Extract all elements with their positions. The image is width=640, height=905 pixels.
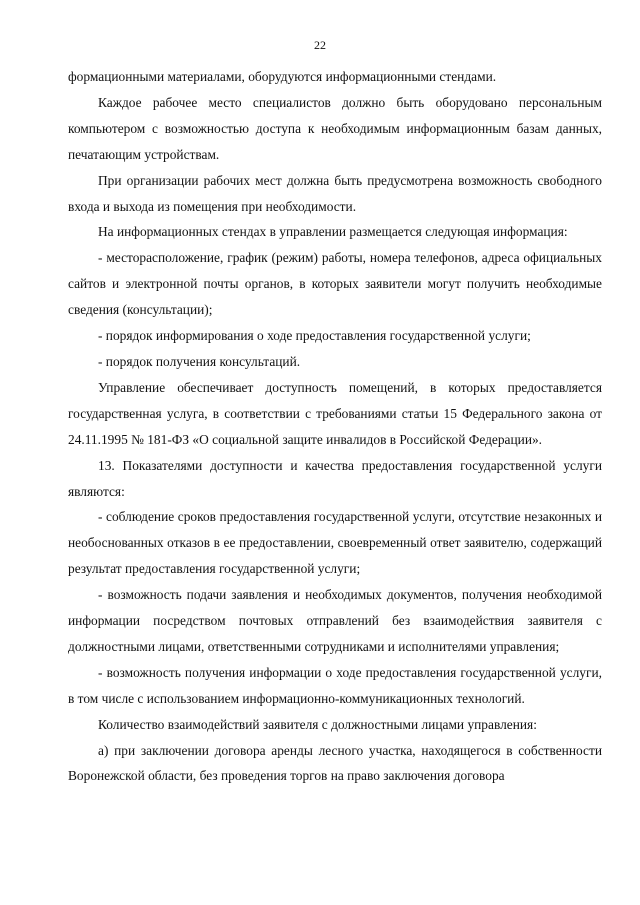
list-item-informing-procedure: - порядок информирования о ходе предоставления государственной услуги;: [98, 328, 531, 344]
paragraph-accessibility: Управление обеспечивает доступность помещений, в которых предоставляется государственная услуга, в соответствии с требованиями статьи 15 Федерального закона от 24.11.1995 № 181-ФЗ «О социальной защите инвалидов в Российской Федерации».: [68, 379, 602, 447]
document-body: [68, 64, 602, 789]
list-item-location-schedule: - месторасположение, график (режим) работы, номера телефонов, адреса официальных сайтов и электронной почты органов, в которых заявители могут получить необходимые сведения (консультации);: [68, 250, 602, 318]
list-item-deadlines: - соблюдение сроков предоставления государственной услуги, отсутствие незаконных и необоснованных отказов в ее предоставлении, своевременный ответ заявителю, содержащий результат предоставления государственной услуги;: [68, 509, 602, 577]
paragraph-workplace-equipment: Каждое рабочее место специалистов должно быть оборудовано персональным компьютером с возможностью доступа к необходимым информационным базам данных, печатающим устройствам.: [68, 94, 602, 162]
page-number: 22: [314, 38, 326, 52]
paragraph-continuation: формационными материалами, оборудуются информационными стендами.: [68, 69, 497, 84]
list-item-progress-information: - возможность получения информации о ходе предоставления государственной услуги, в том числе с использованием информационно-коммуникационных технологий.: [68, 664, 602, 706]
paragraph-info-stands: На информационных стендах в управлении размещается следующая информация:: [98, 224, 568, 240]
paragraph-interactions-count: Количество взаимодействий заявителя с должностными лицами управления:: [98, 716, 537, 732]
list-item-postal-submission: - возможность подачи заявления и необходимых документов, получения необходимой информации посредством почтовых отправлений без взаимодействия заявителя с должностными лицами, ответственными сотрудниками и исполнителями управления;: [68, 587, 602, 654]
list-item-lease-agreement: а) при заключении договора аренды лесного участка, находящегося в собственности Воронежской области, без проведения торгов на право заключения договора: [68, 742, 602, 784]
list-item-consultation-procedure: - порядок получения консультаций.: [98, 353, 301, 369]
paragraph-section-13: 13. Показателями доступности и качества предоставления государственной услуги являются:: [68, 457, 602, 499]
paragraph-free-access: При организации рабочих мест должна быть предусмотрена возможность свободного входа и выхода из помещения при необходимости.: [68, 172, 602, 214]
